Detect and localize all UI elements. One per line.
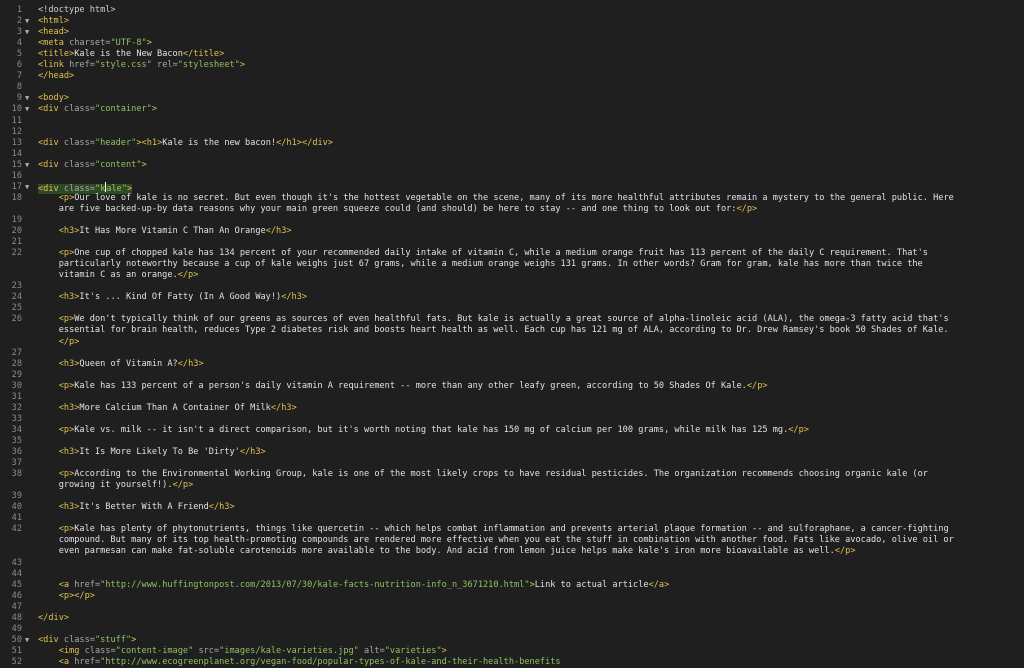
line-number: 45 — [11, 579, 22, 590]
code-text: </div> — [38, 612, 70, 623]
code-line[interactable] — [0, 226, 1024, 237]
code-line[interactable] — [0, 580, 1024, 591]
code-text: <h3>More Calcium Than A Container Of Milk</h3> — [58, 402, 297, 413]
line-number: 50 — [11, 634, 22, 645]
code-line[interactable] — [0, 381, 1024, 392]
line-number: 1 — [16, 5, 22, 15]
code-line[interactable] — [0, 513, 1024, 524]
fold-toggle-icon[interactable]: ▼ — [25, 105, 30, 114]
line-number: 33 — [11, 413, 22, 424]
line-number: 29 — [11, 369, 22, 380]
code-line[interactable] — [0, 27, 1024, 38]
code-text: <div class="header"><h1>Kale is the new bacon!</h1></div> — [38, 137, 334, 148]
code-line[interactable] — [0, 569, 1024, 580]
code-line[interactable] — [0, 281, 1024, 292]
code-line[interactable] — [0, 436, 1024, 447]
code-text: essential for brain health, reduces Type 2 diabetes risk and boosts heart health as well. Each cup has 121 mg of ALA, according to Dr. Drew Ramsey's book 50 Shades of Kale. — [38, 325, 949, 336]
fold-toggle-icon[interactable]: ▼ — [25, 17, 30, 26]
line-number: 18 — [11, 192, 22, 203]
line-number: 34 — [11, 424, 22, 435]
code-text: <meta charset="UTF-8"> — [38, 38, 152, 49]
code-text: </p> — [58, 336, 80, 347]
code-text: <a href="http://www.huffingtonpost.com/2013/07/30/kale-facts-nutrition-info_n_3671210.html">Link to actual article</a> — [58, 579, 670, 590]
code-line[interactable] — [0, 635, 1024, 646]
code-line[interactable] — [0, 447, 1024, 458]
code-line[interactable] — [0, 502, 1024, 513]
code-line[interactable] — [0, 314, 1024, 325]
line-number: 25 — [11, 303, 22, 314]
line-number: 13 — [11, 137, 22, 148]
code-text: <p>One cup of chopped kale has 134 percent of your recommended daily intake of vitamin C, while a medium orange fruit has 113 percent of the daily C requirement. That's — [58, 248, 928, 259]
code-line[interactable] — [0, 458, 1024, 469]
code-line[interactable] — [0, 215, 1024, 226]
code-line[interactable] — [0, 71, 1024, 82]
line-number: 24 — [11, 292, 22, 303]
code-line[interactable] — [0, 49, 1024, 60]
line-number: 10 — [11, 104, 22, 115]
code-line[interactable] — [0, 480, 1024, 491]
code-line[interactable] — [0, 171, 1024, 182]
code-text: <!doctype html> — [38, 5, 116, 15]
code-text: <div class="kale"> — [38, 183, 133, 194]
line-number: 7 — [16, 71, 22, 82]
code-line[interactable] — [0, 414, 1024, 425]
code-text: <p>Kale vs. milk -- it isn't a direct comparison, but it's worth noting that kale has 150 mg of calcium per 100 grams, while milk has 125 mg.</p> — [58, 424, 809, 435]
line-number: 12 — [11, 126, 22, 137]
line-number: 17 — [11, 181, 22, 192]
line-number: 41 — [11, 513, 22, 524]
code-text: even parmesan can make fat-soluble carotenoids more available to the body. And acid from lemon juice helps make kale's iron more bioavailable as well.</p> — [38, 546, 856, 557]
line-number: 15 — [11, 159, 22, 170]
line-number: 49 — [11, 623, 22, 634]
code-text: particularly noteworthy because a cup of kale weighs just 67 grams, while a medium orange weighs 131 grams. In other words? Gram for gram, kale has more than twice the — [38, 259, 923, 270]
code-line[interactable] — [0, 82, 1024, 93]
code-line[interactable] — [0, 613, 1024, 624]
line-number: 28 — [11, 358, 22, 369]
line-number: 3 — [16, 27, 22, 38]
code-text: <div class="stuff"> — [38, 634, 137, 645]
code-line[interactable] — [0, 325, 1024, 336]
code-line[interactable] — [0, 348, 1024, 359]
code-text: <img class="content-image" src="images/kale-varieties.jpg" alt="varieties"> — [58, 645, 447, 656]
line-number: 11 — [11, 115, 22, 126]
code-text: </head> — [38, 71, 75, 82]
line-number: 43 — [11, 557, 22, 568]
code-line[interactable] — [0, 38, 1024, 49]
code-line[interactable] — [0, 248, 1024, 259]
code-line[interactable] — [0, 193, 1024, 204]
line-number: 22 — [11, 248, 22, 259]
code-text: <p>Our love of kale is no secret. But even though it's the hottest vegetable on the scene, many of its more healthful attributes remain a mystery to the general public. Here — [58, 192, 954, 203]
line-number: 14 — [11, 148, 22, 159]
line-number: 26 — [11, 314, 22, 325]
code-text: <h3>It's Better With A Friend</h3> — [58, 502, 235, 513]
line-number: 6 — [16, 60, 22, 71]
code-line[interactable] — [0, 370, 1024, 381]
code-line[interactable] — [0, 403, 1024, 414]
code-line[interactable] — [0, 270, 1024, 281]
code-line[interactable] — [0, 116, 1024, 127]
line-number: 27 — [11, 347, 22, 358]
code-line[interactable] — [0, 5, 1024, 16]
code-line[interactable] — [0, 558, 1024, 569]
code-line[interactable] — [0, 60, 1024, 71]
code-line[interactable] — [0, 337, 1024, 348]
line-number: 48 — [11, 612, 22, 623]
code-line[interactable] — [0, 359, 1024, 370]
code-line[interactable] — [0, 138, 1024, 149]
code-text: <p>Kale has 133 percent of a person's daily vitamin A requirement -- more than any other leafy green, according to 50 Shades Of Kale.</p> — [58, 380, 768, 391]
line-number: 37 — [11, 458, 22, 469]
code-line[interactable] — [0, 237, 1024, 248]
line-number: 20 — [11, 226, 22, 236]
line-number: 40 — [11, 502, 22, 513]
code-line[interactable] — [0, 602, 1024, 613]
code-line[interactable] — [0, 303, 1024, 314]
code-text: are five backed-up-by data reasons why your main green squeeze could (and should) be here to stay -- and one thing to look out for:</p> — [38, 203, 758, 214]
code-text: <p>We don't typically think of our greens as sources of even healthful fats. But kale is actually a great source of alpha-linoleic acid (ALA), the omega-3 fatty acid that's — [58, 314, 949, 325]
line-number: 30 — [11, 380, 22, 391]
code-line[interactable] — [0, 524, 1024, 535]
code-line[interactable] — [0, 646, 1024, 657]
code-line[interactable] — [0, 469, 1024, 480]
code-text: vitamin C as an orange.</p> — [38, 270, 199, 281]
code-line[interactable] — [0, 259, 1024, 270]
code-line[interactable] — [0, 127, 1024, 138]
code-text: <h3>It's ... Kind Of Fatty (In A Good Way!)</h3> — [58, 292, 308, 303]
code-text: <title>Kale is the New Bacon</title> — [38, 49, 225, 60]
code-line[interactable] — [0, 104, 1024, 115]
code-text: compound. But many of its top health-promoting compounds are rendered more effective when you eat the stuff in combination with another food. Fats like avocado, olive oil or — [38, 535, 954, 546]
line-number: 46 — [11, 590, 22, 601]
line-number: 9 — [16, 93, 22, 104]
code-line[interactable] — [0, 546, 1024, 557]
line-number: 51 — [11, 645, 22, 656]
code-line[interactable] — [0, 392, 1024, 403]
code-line[interactable] — [0, 591, 1024, 602]
code-text: <html> — [38, 16, 70, 27]
code-text: <head> — [38, 27, 70, 38]
code-text: <p>According to the Environmental Working Group, kale is one of the most likely crops to have residual pesticides. The organization recommends choosing organic kale (or — [58, 469, 928, 480]
line-number: 38 — [11, 469, 22, 480]
code-text: <div class="content"> — [38, 159, 147, 170]
code-line[interactable] — [0, 182, 1024, 193]
code-text: <h3>Queen of Vitamin A?</h3> — [58, 358, 204, 369]
line-number: 31 — [11, 391, 22, 402]
code-line[interactable] — [0, 425, 1024, 436]
line-number: 44 — [11, 568, 22, 579]
code-line[interactable] — [0, 292, 1024, 303]
line-number: 19 — [11, 214, 22, 225]
line-number: 8 — [16, 82, 22, 93]
fold-toggle-icon[interactable]: ▼ — [25, 94, 30, 103]
line-number: 36 — [11, 447, 22, 457]
code-line[interactable] — [0, 93, 1024, 104]
line-number: 39 — [11, 491, 22, 502]
code-text: <h3>It Has More Vitamin C Than An Orange</h3> — [58, 226, 292, 236]
code-line[interactable] — [0, 657, 1024, 668]
line-number: 2 — [16, 16, 22, 27]
code-text: <a href="http://www.ecogreenplanet.org/vegan-food/popular-types-of-kale-and-their-health-benefits — [58, 656, 561, 667]
fold-toggle-icon[interactable]: ▼ — [25, 28, 30, 37]
text-cursor — [105, 182, 106, 192]
code-text: <link href="style.css" rel="stylesheet"> — [38, 60, 246, 71]
code-text: <p></p> — [58, 590, 95, 601]
code-line[interactable] — [0, 204, 1024, 215]
line-number: 47 — [11, 601, 22, 612]
line-number: 23 — [11, 281, 22, 292]
code-line[interactable] — [0, 491, 1024, 502]
code-line[interactable] — [0, 624, 1024, 635]
line-number: 4 — [16, 38, 22, 49]
fold-toggle-icon[interactable]: ▼ — [25, 635, 30, 644]
line-number: 5 — [16, 49, 22, 60]
code-text: <h3>It Is More Likely To Be 'Dirty'</h3> — [58, 447, 266, 457]
code-line[interactable] — [0, 16, 1024, 27]
line-number: 52 — [11, 656, 22, 667]
fold-toggle-icon[interactable]: ▼ — [25, 160, 30, 169]
code-line[interactable] — [0, 535, 1024, 546]
line-number: 32 — [11, 402, 22, 413]
line-number: 42 — [11, 524, 22, 535]
line-number: 21 — [11, 237, 22, 248]
line-number: 35 — [11, 435, 22, 446]
code-line[interactable] — [0, 149, 1024, 160]
fold-toggle-icon[interactable]: ▼ — [25, 182, 30, 191]
code-text: <p>Kale has plenty of phytonutrients, things like quercetin -- which helps combat inflammation and prevents arterial plaque formation -- and sulforaphane, a cancer-fighting — [58, 524, 949, 535]
code-text: <div class="container"> — [38, 104, 158, 115]
line-number: 16 — [11, 170, 22, 181]
code-line[interactable] — [0, 160, 1024, 171]
code-text: growing it yourself!).</p> — [38, 480, 194, 491]
code-text: <body> — [38, 93, 70, 104]
